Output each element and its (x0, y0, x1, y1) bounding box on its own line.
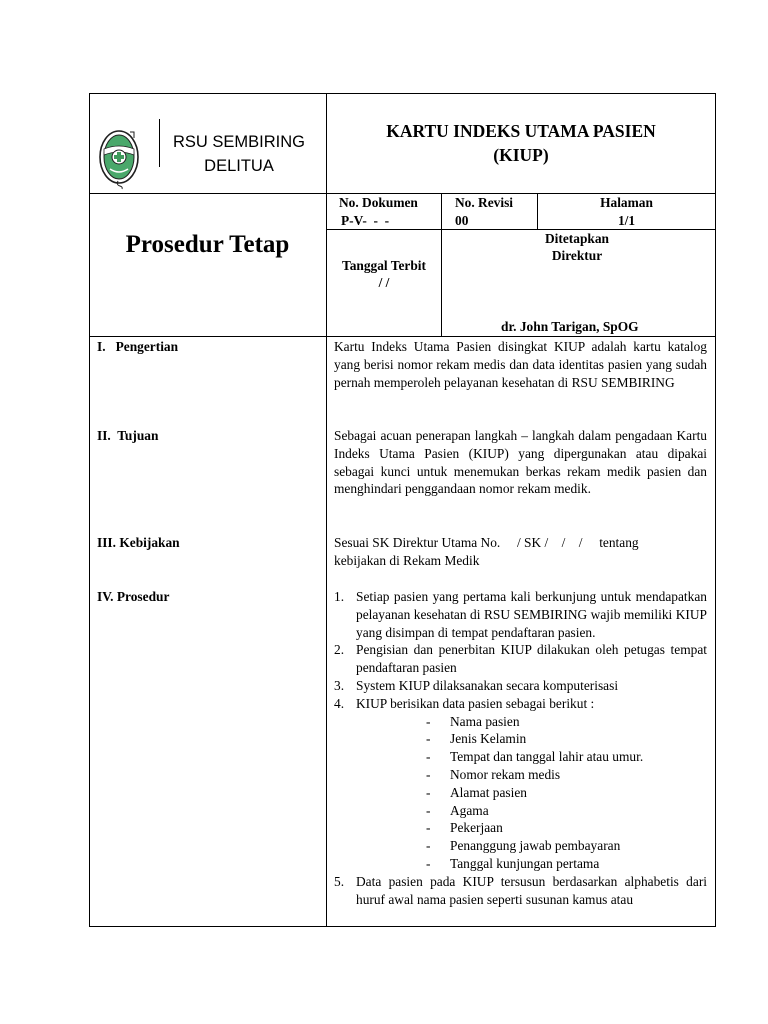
tanggal-terbit-value: / / (378, 275, 390, 290)
divider-signature (89, 336, 716, 337)
list-item: 1. Setiap pasien yang pertama kali berkunjung untuk mendapatkan pelayanan kesehatan di RSU SEMBIRING wajib memiliki KIUP yang disimpan di tempat pendaftaran pasien. (334, 589, 707, 640)
procedure-document (89, 93, 716, 927)
no-revisi-value: 00 (455, 213, 469, 228)
border-top (89, 93, 716, 94)
prosedur-list-container (334, 588, 707, 922)
prosedur-list (334, 588, 707, 908)
sublist-item: - Nomor rekam medis (426, 766, 561, 782)
patient-data-sublist (356, 713, 707, 873)
no-dokumen (339, 194, 418, 230)
label-prosedur: IV. Prosedur (97, 589, 170, 604)
tanggal-terbit-label: Tanggal Terbit (342, 258, 426, 273)
list-item: 2. Pengisian dan penerbitan KIUP dilakukan oleh petugas tempat pendaftaran pasien (334, 642, 707, 676)
hospital-logo-icon (96, 119, 150, 191)
border-right (715, 93, 716, 927)
border-bottom (89, 926, 716, 927)
no-revisi-label: No. Revisi (455, 195, 514, 210)
label-kebijakan: III. Kebijakan (97, 535, 180, 550)
column-divider (326, 93, 327, 927)
tujuan-text: Sebagai acuan penerapan langkah – langkah dalam pengadaan Kartu Indeks Utama Pasien (KIUP) yang dipergunakan atau dipakai sebagai kunci untuk menemukan berkas rekam medik pasien dan menghindari penggandaan nomor rekam medik. (334, 428, 707, 497)
halaman-label: Halaman (600, 195, 653, 210)
document-title-line1: KARTU INDEKS UTAMA PASIEN (386, 121, 656, 141)
kebijakan-line1: Sesuai SK Direktur Utama No. / SK / / / tentang (334, 535, 639, 550)
sublist-item: - Tanggal kunjungan pertama (426, 855, 600, 871)
signatory-name: dr. John Tarigan, SpOG (501, 319, 639, 334)
kebijakan-line2: kebijakan di Rekam Medik (334, 552, 480, 568)
list-item: 3. System KIUP dilaksanakan secara komputerisasi (334, 677, 619, 693)
halaman (538, 194, 715, 230)
ditetapkan-block (537, 230, 617, 264)
sublist-item: - Jenis Kelamin (426, 731, 527, 747)
pengertian-text: Kartu Indeks Utama Pasien disingkat KIUP adalah kartu katalog yang berisi nomor rekam medis dan data identitas pasien yang sudah pernah memperoleh pelayanan kesehatan di RSU SEMBIRING (334, 339, 707, 390)
direktur-label: Direktur (551, 248, 603, 263)
sublist-item: - Alamat pasien (426, 784, 527, 800)
label-pengertian: I. Pengertian (97, 339, 179, 354)
tanggal-terbit (327, 257, 441, 291)
list-item: 5. Data pasien pada KIUP tersusun berdasarkan alphabetis dari huruf awal nama pasien seperti susunan kamus atau (334, 873, 707, 907)
list-item: 4. KIUP berisikan data pasien sebagai berikut : - Nama pasien - Jenis Kelamin - Tempat dan tanggal lahir atau umur. - Nomor rekam medis - Alamat pasien - Agama - Pekerjaan - Penanggung jawab pembayaran - Tanggal kunjungan pertama (334, 695, 707, 873)
no-dokumen-value: P-V- - - (341, 213, 390, 228)
halaman-value: 1/1 (617, 213, 636, 228)
procedure-label: Prosedur Tetap (125, 231, 290, 258)
no-revisi (455, 194, 513, 230)
document-title-line2: (KIUP) (493, 145, 549, 165)
divider-revisi-left (441, 193, 442, 336)
sublist-item: - Penanggung jawab pembayaran (426, 838, 621, 854)
kebijakan-text (334, 534, 707, 570)
border-left (89, 93, 90, 927)
hospital-name-line2: DELITUA (204, 157, 274, 175)
sublist-item: - Nama pasien (426, 713, 520, 729)
sublist-item: - Tempat dan tanggal lahir atau umur. (426, 749, 644, 765)
sublist-item: - Agama (426, 802, 489, 818)
sublist-item: - Pekerjaan (426, 820, 503, 836)
hospital-name (159, 130, 319, 178)
no-dokumen-label: No. Dokumen (339, 195, 418, 210)
hospital-name-line1: RSU SEMBIRING (172, 133, 306, 151)
ditetapkan-label: Ditetapkan (545, 231, 609, 246)
document-title (327, 119, 715, 167)
label-tujuan: II. Tujuan (97, 428, 159, 443)
